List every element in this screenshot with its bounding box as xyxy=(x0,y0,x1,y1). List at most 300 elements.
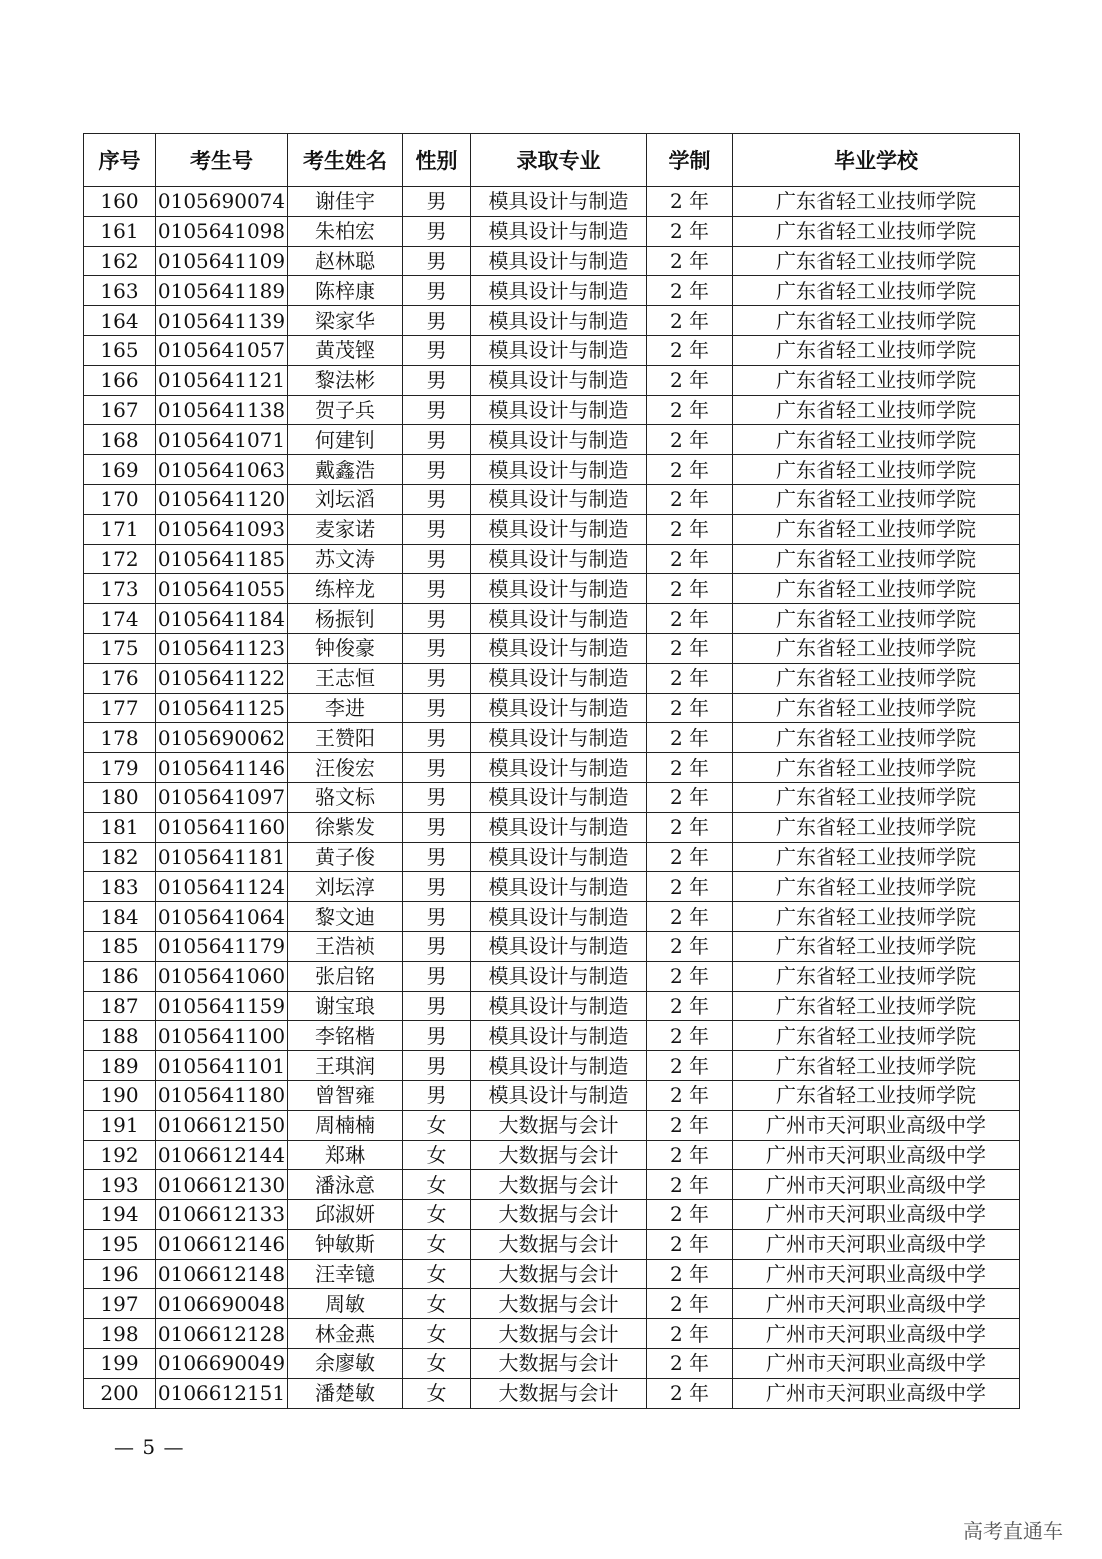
admission-roster-table xyxy=(83,133,1020,1409)
cell-program-length: 2 年 xyxy=(647,991,733,1021)
cell-graduating-school: 广东省轻工业技师学院 xyxy=(733,425,1020,455)
cell-candidate-name: 骆文标 xyxy=(288,782,403,812)
cell-admitted-major: 模具设计与制造 xyxy=(471,246,647,276)
cell-admitted-major: 模具设计与制造 xyxy=(471,633,647,663)
cell-program-length: 2 年 xyxy=(647,306,733,336)
cell-program-length: 2 年 xyxy=(647,1289,733,1319)
table-row xyxy=(84,246,1020,276)
cell-serial-number: 190 xyxy=(84,1080,156,1110)
table-row xyxy=(84,961,1020,991)
cell-gender: 男 xyxy=(403,335,471,365)
cell-admitted-major: 大数据与会计 xyxy=(471,1349,647,1379)
table-row xyxy=(84,335,1020,365)
cell-admitted-major: 大数据与会计 xyxy=(471,1110,647,1140)
cell-serial-number: 169 xyxy=(84,455,156,485)
table-row xyxy=(84,306,1020,336)
cell-candidate-name: 黎文迪 xyxy=(288,902,403,932)
cell-gender: 男 xyxy=(403,1021,471,1051)
table-row xyxy=(84,276,1020,306)
cell-graduating-school: 广东省轻工业技师学院 xyxy=(733,514,1020,544)
cell-serial-number: 182 xyxy=(84,842,156,872)
cell-program-length: 2 年 xyxy=(647,1140,733,1170)
cell-graduating-school: 广东省轻工业技师学院 xyxy=(733,902,1020,932)
cell-gender: 女 xyxy=(403,1289,471,1319)
cell-admitted-major: 模具设计与制造 xyxy=(471,753,647,783)
cell-candidate-number: 0105641146 xyxy=(156,753,288,783)
cell-admitted-major: 模具设计与制造 xyxy=(471,604,647,634)
cell-program-length: 2 年 xyxy=(647,663,733,693)
cell-candidate-number: 0105641159 xyxy=(156,991,288,1021)
cell-candidate-name: 谢宝琅 xyxy=(288,991,403,1021)
cell-program-length: 2 年 xyxy=(647,216,733,246)
cell-serial-number: 175 xyxy=(84,633,156,663)
cell-graduating-school: 广州市天河职业高级中学 xyxy=(733,1140,1020,1170)
cell-program-length: 2 年 xyxy=(647,872,733,902)
cell-gender: 女 xyxy=(403,1259,471,1289)
cell-candidate-number: 0106612146 xyxy=(156,1229,288,1259)
cell-gender: 男 xyxy=(403,574,471,604)
cell-graduating-school: 广东省轻工业技师学院 xyxy=(733,961,1020,991)
cell-graduating-school: 广东省轻工业技师学院 xyxy=(733,663,1020,693)
cell-program-length: 2 年 xyxy=(647,455,733,485)
cell-candidate-number: 0105641109 xyxy=(156,246,288,276)
cell-graduating-school: 广东省轻工业技师学院 xyxy=(733,484,1020,514)
header-graduating-school: 毕业学校 xyxy=(733,134,1020,187)
cell-graduating-school: 广东省轻工业技师学院 xyxy=(733,872,1020,902)
cell-serial-number: 199 xyxy=(84,1349,156,1379)
cell-candidate-name: 何建钊 xyxy=(288,425,403,455)
cell-gender: 男 xyxy=(403,723,471,753)
cell-serial-number: 187 xyxy=(84,991,156,1021)
cell-program-length: 2 年 xyxy=(647,753,733,783)
cell-graduating-school: 广州市天河职业高级中学 xyxy=(733,1319,1020,1349)
cell-graduating-school: 广东省轻工业技师学院 xyxy=(733,455,1020,485)
cell-candidate-name: 邱淑妍 xyxy=(288,1200,403,1230)
cell-candidate-name: 林金燕 xyxy=(288,1319,403,1349)
page-number: — 5 — xyxy=(114,1435,185,1459)
cell-program-length: 2 年 xyxy=(647,812,733,842)
table-row xyxy=(84,1289,1020,1319)
cell-graduating-school: 广东省轻工业技师学院 xyxy=(733,1021,1020,1051)
cell-admitted-major: 模具设计与制造 xyxy=(471,1051,647,1081)
table-row xyxy=(84,1319,1020,1349)
cell-graduating-school: 广东省轻工业技师学院 xyxy=(733,633,1020,663)
cell-program-length: 2 年 xyxy=(647,544,733,574)
cell-graduating-school: 广东省轻工业技师学院 xyxy=(733,1051,1020,1081)
cell-serial-number: 192 xyxy=(84,1140,156,1170)
cell-candidate-name: 戴鑫浩 xyxy=(288,455,403,485)
cell-program-length: 2 年 xyxy=(647,1229,733,1259)
cell-program-length: 2 年 xyxy=(647,1080,733,1110)
table-row xyxy=(84,1110,1020,1140)
cell-serial-number: 173 xyxy=(84,574,156,604)
table-row xyxy=(84,1080,1020,1110)
cell-admitted-major: 模具设计与制造 xyxy=(471,723,647,753)
cell-serial-number: 200 xyxy=(84,1378,156,1408)
cell-candidate-name: 余廖敏 xyxy=(288,1349,403,1379)
cell-graduating-school: 广东省轻工业技师学院 xyxy=(733,931,1020,961)
table-row xyxy=(84,1200,1020,1230)
cell-gender: 男 xyxy=(403,455,471,485)
table-row xyxy=(84,1229,1020,1259)
cell-admitted-major: 模具设计与制造 xyxy=(471,276,647,306)
cell-gender: 女 xyxy=(403,1110,471,1140)
cell-gender: 男 xyxy=(403,276,471,306)
cell-program-length: 2 年 xyxy=(647,723,733,753)
cell-program-length: 2 年 xyxy=(647,335,733,365)
cell-graduating-school: 广东省轻工业技师学院 xyxy=(733,216,1020,246)
table-row xyxy=(84,633,1020,663)
cell-admitted-major: 大数据与会计 xyxy=(471,1319,647,1349)
cell-program-length: 2 年 xyxy=(647,693,733,723)
cell-candidate-number: 0105690074 xyxy=(156,187,288,217)
cell-serial-number: 172 xyxy=(84,544,156,574)
cell-candidate-number: 0105641123 xyxy=(156,633,288,663)
cell-admitted-major: 模具设计与制造 xyxy=(471,1080,647,1110)
cell-gender: 男 xyxy=(403,514,471,544)
cell-candidate-number: 0105641071 xyxy=(156,425,288,455)
table-row xyxy=(84,484,1020,514)
cell-gender: 女 xyxy=(403,1378,471,1408)
cell-admitted-major: 大数据与会计 xyxy=(471,1200,647,1230)
cell-gender: 女 xyxy=(403,1349,471,1379)
cell-graduating-school: 广州市天河职业高级中学 xyxy=(733,1289,1020,1319)
cell-admitted-major: 模具设计与制造 xyxy=(471,455,647,485)
cell-gender: 男 xyxy=(403,1051,471,1081)
cell-candidate-name: 郑琳 xyxy=(288,1140,403,1170)
table-row xyxy=(84,544,1020,574)
cell-candidate-number: 0106612130 xyxy=(156,1170,288,1200)
cell-candidate-name: 潘泳意 xyxy=(288,1170,403,1200)
cell-program-length: 2 年 xyxy=(647,276,733,306)
cell-admitted-major: 模具设计与制造 xyxy=(471,902,647,932)
table-row xyxy=(84,1140,1020,1170)
cell-admitted-major: 模具设计与制造 xyxy=(471,663,647,693)
cell-candidate-number: 0105641138 xyxy=(156,395,288,425)
watermark-text: 高考直通车 xyxy=(963,1519,1063,1543)
cell-candidate-number: 0106612128 xyxy=(156,1319,288,1349)
table-header-row xyxy=(84,134,1020,187)
cell-graduating-school: 广东省轻工业技师学院 xyxy=(733,187,1020,217)
cell-candidate-number: 0105641139 xyxy=(156,306,288,336)
cell-gender: 男 xyxy=(403,604,471,634)
table-row xyxy=(84,365,1020,395)
cell-admitted-major: 模具设计与制造 xyxy=(471,187,647,217)
table-body xyxy=(84,187,1020,1409)
cell-graduating-school: 广州市天河职业高级中学 xyxy=(733,1170,1020,1200)
cell-graduating-school: 广东省轻工业技师学院 xyxy=(733,753,1020,783)
cell-serial-number: 174 xyxy=(84,604,156,634)
cell-program-length: 2 年 xyxy=(647,484,733,514)
cell-admitted-major: 模具设计与制造 xyxy=(471,335,647,365)
table-row xyxy=(84,753,1020,783)
cell-candidate-name: 李铭楷 xyxy=(288,1021,403,1051)
header-admitted-major: 录取专业 xyxy=(471,134,647,187)
cell-program-length: 2 年 xyxy=(647,187,733,217)
cell-gender: 男 xyxy=(403,1080,471,1110)
cell-serial-number: 171 xyxy=(84,514,156,544)
cell-admitted-major: 大数据与会计 xyxy=(471,1229,647,1259)
table-row xyxy=(84,782,1020,812)
cell-gender: 男 xyxy=(403,425,471,455)
cell-serial-number: 160 xyxy=(84,187,156,217)
table-row xyxy=(84,723,1020,753)
header-serial-number: 序号 xyxy=(84,134,156,187)
cell-serial-number: 161 xyxy=(84,216,156,246)
cell-candidate-name: 曾智雍 xyxy=(288,1080,403,1110)
cell-gender: 男 xyxy=(403,782,471,812)
table-row xyxy=(84,1259,1020,1289)
header-candidate-name: 考生姓名 xyxy=(288,134,403,187)
table-row xyxy=(84,604,1020,634)
cell-admitted-major: 模具设计与制造 xyxy=(471,365,647,395)
cell-admitted-major: 模具设计与制造 xyxy=(471,216,647,246)
table-row xyxy=(84,693,1020,723)
cell-serial-number: 176 xyxy=(84,663,156,693)
cell-candidate-name: 黎法彬 xyxy=(288,365,403,395)
cell-admitted-major: 大数据与会计 xyxy=(471,1259,647,1289)
cell-candidate-name: 王浩祯 xyxy=(288,931,403,961)
table-row xyxy=(84,991,1020,1021)
cell-candidate-number: 0105641189 xyxy=(156,276,288,306)
cell-candidate-number: 0105641120 xyxy=(156,484,288,514)
cell-candidate-number: 0106690048 xyxy=(156,1289,288,1319)
cell-candidate-name: 黄子俊 xyxy=(288,842,403,872)
header-candidate-number: 考生号 xyxy=(156,134,288,187)
cell-serial-number: 179 xyxy=(84,753,156,783)
cell-candidate-number: 0105641181 xyxy=(156,842,288,872)
table-row xyxy=(84,514,1020,544)
cell-serial-number: 194 xyxy=(84,1200,156,1230)
cell-admitted-major: 模具设计与制造 xyxy=(471,425,647,455)
cell-serial-number: 188 xyxy=(84,1021,156,1051)
cell-serial-number: 167 xyxy=(84,395,156,425)
cell-program-length: 2 年 xyxy=(647,633,733,663)
cell-candidate-name: 钟敏斯 xyxy=(288,1229,403,1259)
table-row xyxy=(84,1378,1020,1408)
cell-admitted-major: 模具设计与制造 xyxy=(471,544,647,574)
table-row xyxy=(84,663,1020,693)
cell-gender: 男 xyxy=(403,663,471,693)
cell-program-length: 2 年 xyxy=(647,514,733,544)
cell-admitted-major: 模具设计与制造 xyxy=(471,1021,647,1051)
cell-candidate-name: 周敏 xyxy=(288,1289,403,1319)
cell-serial-number: 185 xyxy=(84,931,156,961)
cell-gender: 男 xyxy=(403,484,471,514)
cell-graduating-school: 广东省轻工业技师学院 xyxy=(733,276,1020,306)
cell-admitted-major: 模具设计与制造 xyxy=(471,514,647,544)
cell-candidate-number: 0105641185 xyxy=(156,544,288,574)
cell-candidate-name: 贺子兵 xyxy=(288,395,403,425)
cell-admitted-major: 大数据与会计 xyxy=(471,1289,647,1319)
cell-gender: 男 xyxy=(403,365,471,395)
cell-program-length: 2 年 xyxy=(647,1110,733,1140)
cell-candidate-number: 0106612148 xyxy=(156,1259,288,1289)
cell-graduating-school: 广东省轻工业技师学院 xyxy=(733,693,1020,723)
cell-program-length: 2 年 xyxy=(647,1021,733,1051)
cell-program-length: 2 年 xyxy=(647,1259,733,1289)
table-row xyxy=(84,216,1020,246)
cell-program-length: 2 年 xyxy=(647,1170,733,1200)
cell-graduating-school: 广东省轻工业技师学院 xyxy=(733,723,1020,753)
table-row xyxy=(84,1021,1020,1051)
cell-candidate-number: 0105641125 xyxy=(156,693,288,723)
cell-admitted-major: 模具设计与制造 xyxy=(471,395,647,425)
cell-admitted-major: 模具设计与制造 xyxy=(471,306,647,336)
cell-gender: 女 xyxy=(403,1319,471,1349)
cell-gender: 男 xyxy=(403,187,471,217)
table-row xyxy=(84,455,1020,485)
cell-serial-number: 183 xyxy=(84,872,156,902)
cell-candidate-name: 苏文涛 xyxy=(288,544,403,574)
cell-candidate-number: 0105641064 xyxy=(156,902,288,932)
cell-program-length: 2 年 xyxy=(647,961,733,991)
cell-serial-number: 165 xyxy=(84,335,156,365)
cell-candidate-number: 0105641097 xyxy=(156,782,288,812)
cell-candidate-name: 张启铭 xyxy=(288,961,403,991)
cell-candidate-number: 0106612151 xyxy=(156,1378,288,1408)
cell-serial-number: 186 xyxy=(84,961,156,991)
cell-candidate-name: 杨振钊 xyxy=(288,604,403,634)
cell-gender: 女 xyxy=(403,1170,471,1200)
cell-candidate-number: 0105641122 xyxy=(156,663,288,693)
cell-gender: 女 xyxy=(403,1140,471,1170)
cell-serial-number: 197 xyxy=(84,1289,156,1319)
cell-serial-number: 170 xyxy=(84,484,156,514)
cell-candidate-number: 0105641160 xyxy=(156,812,288,842)
cell-candidate-name: 潘楚敏 xyxy=(288,1378,403,1408)
table-row xyxy=(84,872,1020,902)
table-row xyxy=(84,1051,1020,1081)
cell-serial-number: 178 xyxy=(84,723,156,753)
cell-gender: 男 xyxy=(403,216,471,246)
cell-admitted-major: 大数据与会计 xyxy=(471,1378,647,1408)
cell-gender: 女 xyxy=(403,1229,471,1259)
cell-admitted-major: 大数据与会计 xyxy=(471,1170,647,1200)
cell-candidate-name: 钟俊豪 xyxy=(288,633,403,663)
cell-candidate-number: 0105641179 xyxy=(156,931,288,961)
cell-graduating-school: 广东省轻工业技师学院 xyxy=(733,604,1020,634)
cell-graduating-school: 广州市天河职业高级中学 xyxy=(733,1259,1020,1289)
cell-gender: 男 xyxy=(403,991,471,1021)
cell-candidate-number: 0105641093 xyxy=(156,514,288,544)
cell-program-length: 2 年 xyxy=(647,1200,733,1230)
cell-gender: 男 xyxy=(403,395,471,425)
cell-program-length: 2 年 xyxy=(647,365,733,395)
cell-candidate-name: 赵林聪 xyxy=(288,246,403,276)
cell-candidate-number: 0106612133 xyxy=(156,1200,288,1230)
table-row xyxy=(84,842,1020,872)
cell-serial-number: 196 xyxy=(84,1259,156,1289)
cell-candidate-name: 王赞阳 xyxy=(288,723,403,753)
cell-serial-number: 189 xyxy=(84,1051,156,1081)
table-row xyxy=(84,931,1020,961)
cell-candidate-number: 0105641180 xyxy=(156,1080,288,1110)
cell-program-length: 2 年 xyxy=(647,246,733,276)
cell-program-length: 2 年 xyxy=(647,425,733,455)
cell-admitted-major: 模具设计与制造 xyxy=(471,812,647,842)
cell-program-length: 2 年 xyxy=(647,604,733,634)
cell-graduating-school: 广东省轻工业技师学院 xyxy=(733,544,1020,574)
cell-admitted-major: 模具设计与制造 xyxy=(471,991,647,1021)
cell-gender: 男 xyxy=(403,931,471,961)
cell-gender: 男 xyxy=(403,842,471,872)
cell-program-length: 2 年 xyxy=(647,902,733,932)
cell-candidate-name: 汪幸镱 xyxy=(288,1259,403,1289)
cell-serial-number: 163 xyxy=(84,276,156,306)
cell-candidate-name: 汪俊宏 xyxy=(288,753,403,783)
cell-candidate-name: 周楠楠 xyxy=(288,1110,403,1140)
cell-gender: 男 xyxy=(403,544,471,574)
cell-candidate-number: 0105641098 xyxy=(156,216,288,246)
cell-program-length: 2 年 xyxy=(647,1378,733,1408)
table-row xyxy=(84,395,1020,425)
cell-candidate-number: 0106612150 xyxy=(156,1110,288,1140)
cell-candidate-number: 0105641101 xyxy=(156,1051,288,1081)
cell-candidate-name: 朱柏宏 xyxy=(288,216,403,246)
cell-graduating-school: 广东省轻工业技师学院 xyxy=(733,306,1020,336)
cell-gender: 男 xyxy=(403,693,471,723)
cell-candidate-number: 0106612144 xyxy=(156,1140,288,1170)
cell-graduating-school: 广州市天河职业高级中学 xyxy=(733,1349,1020,1379)
cell-admitted-major: 模具设计与制造 xyxy=(471,782,647,812)
table-row xyxy=(84,812,1020,842)
cell-admitted-major: 模具设计与制造 xyxy=(471,484,647,514)
cell-graduating-school: 广州市天河职业高级中学 xyxy=(733,1200,1020,1230)
cell-serial-number: 191 xyxy=(84,1110,156,1140)
cell-gender: 男 xyxy=(403,246,471,276)
cell-candidate-name: 刘坛滔 xyxy=(288,484,403,514)
cell-graduating-school: 广东省轻工业技师学院 xyxy=(733,365,1020,395)
cell-admitted-major: 模具设计与制造 xyxy=(471,842,647,872)
cell-candidate-name: 黄茂铿 xyxy=(288,335,403,365)
cell-candidate-name: 谢佳宇 xyxy=(288,187,403,217)
cell-graduating-school: 广东省轻工业技师学院 xyxy=(733,812,1020,842)
cell-serial-number: 195 xyxy=(84,1229,156,1259)
table-row xyxy=(84,187,1020,217)
cell-graduating-school: 广东省轻工业技师学院 xyxy=(733,1080,1020,1110)
cell-graduating-school: 广州市天河职业高级中学 xyxy=(733,1378,1020,1408)
cell-graduating-school: 广州市天河职业高级中学 xyxy=(733,1110,1020,1140)
cell-serial-number: 180 xyxy=(84,782,156,812)
cell-candidate-number: 0105641124 xyxy=(156,872,288,902)
cell-candidate-name: 王琪润 xyxy=(288,1051,403,1081)
cell-graduating-school: 广东省轻工业技师学院 xyxy=(733,395,1020,425)
cell-graduating-school: 广州市天河职业高级中学 xyxy=(733,1229,1020,1259)
cell-program-length: 2 年 xyxy=(647,1051,733,1081)
cell-serial-number: 177 xyxy=(84,693,156,723)
cell-graduating-school: 广东省轻工业技师学院 xyxy=(733,842,1020,872)
cell-serial-number: 181 xyxy=(84,812,156,842)
cell-program-length: 2 年 xyxy=(647,782,733,812)
cell-program-length: 2 年 xyxy=(647,842,733,872)
cell-graduating-school: 广东省轻工业技师学院 xyxy=(733,574,1020,604)
cell-candidate-number: 0106690049 xyxy=(156,1349,288,1379)
cell-admitted-major: 大数据与会计 xyxy=(471,1140,647,1170)
cell-candidate-number: 0105641055 xyxy=(156,574,288,604)
cell-serial-number: 166 xyxy=(84,365,156,395)
cell-candidate-name: 麦家诺 xyxy=(288,514,403,544)
table-row xyxy=(84,425,1020,455)
cell-program-length: 2 年 xyxy=(647,574,733,604)
cell-candidate-name: 王志恒 xyxy=(288,663,403,693)
cell-gender: 男 xyxy=(403,753,471,783)
cell-candidate-name: 李进 xyxy=(288,693,403,723)
cell-program-length: 2 年 xyxy=(647,1349,733,1379)
cell-program-length: 2 年 xyxy=(647,395,733,425)
table-row xyxy=(84,1349,1020,1379)
cell-candidate-name: 练梓龙 xyxy=(288,574,403,604)
